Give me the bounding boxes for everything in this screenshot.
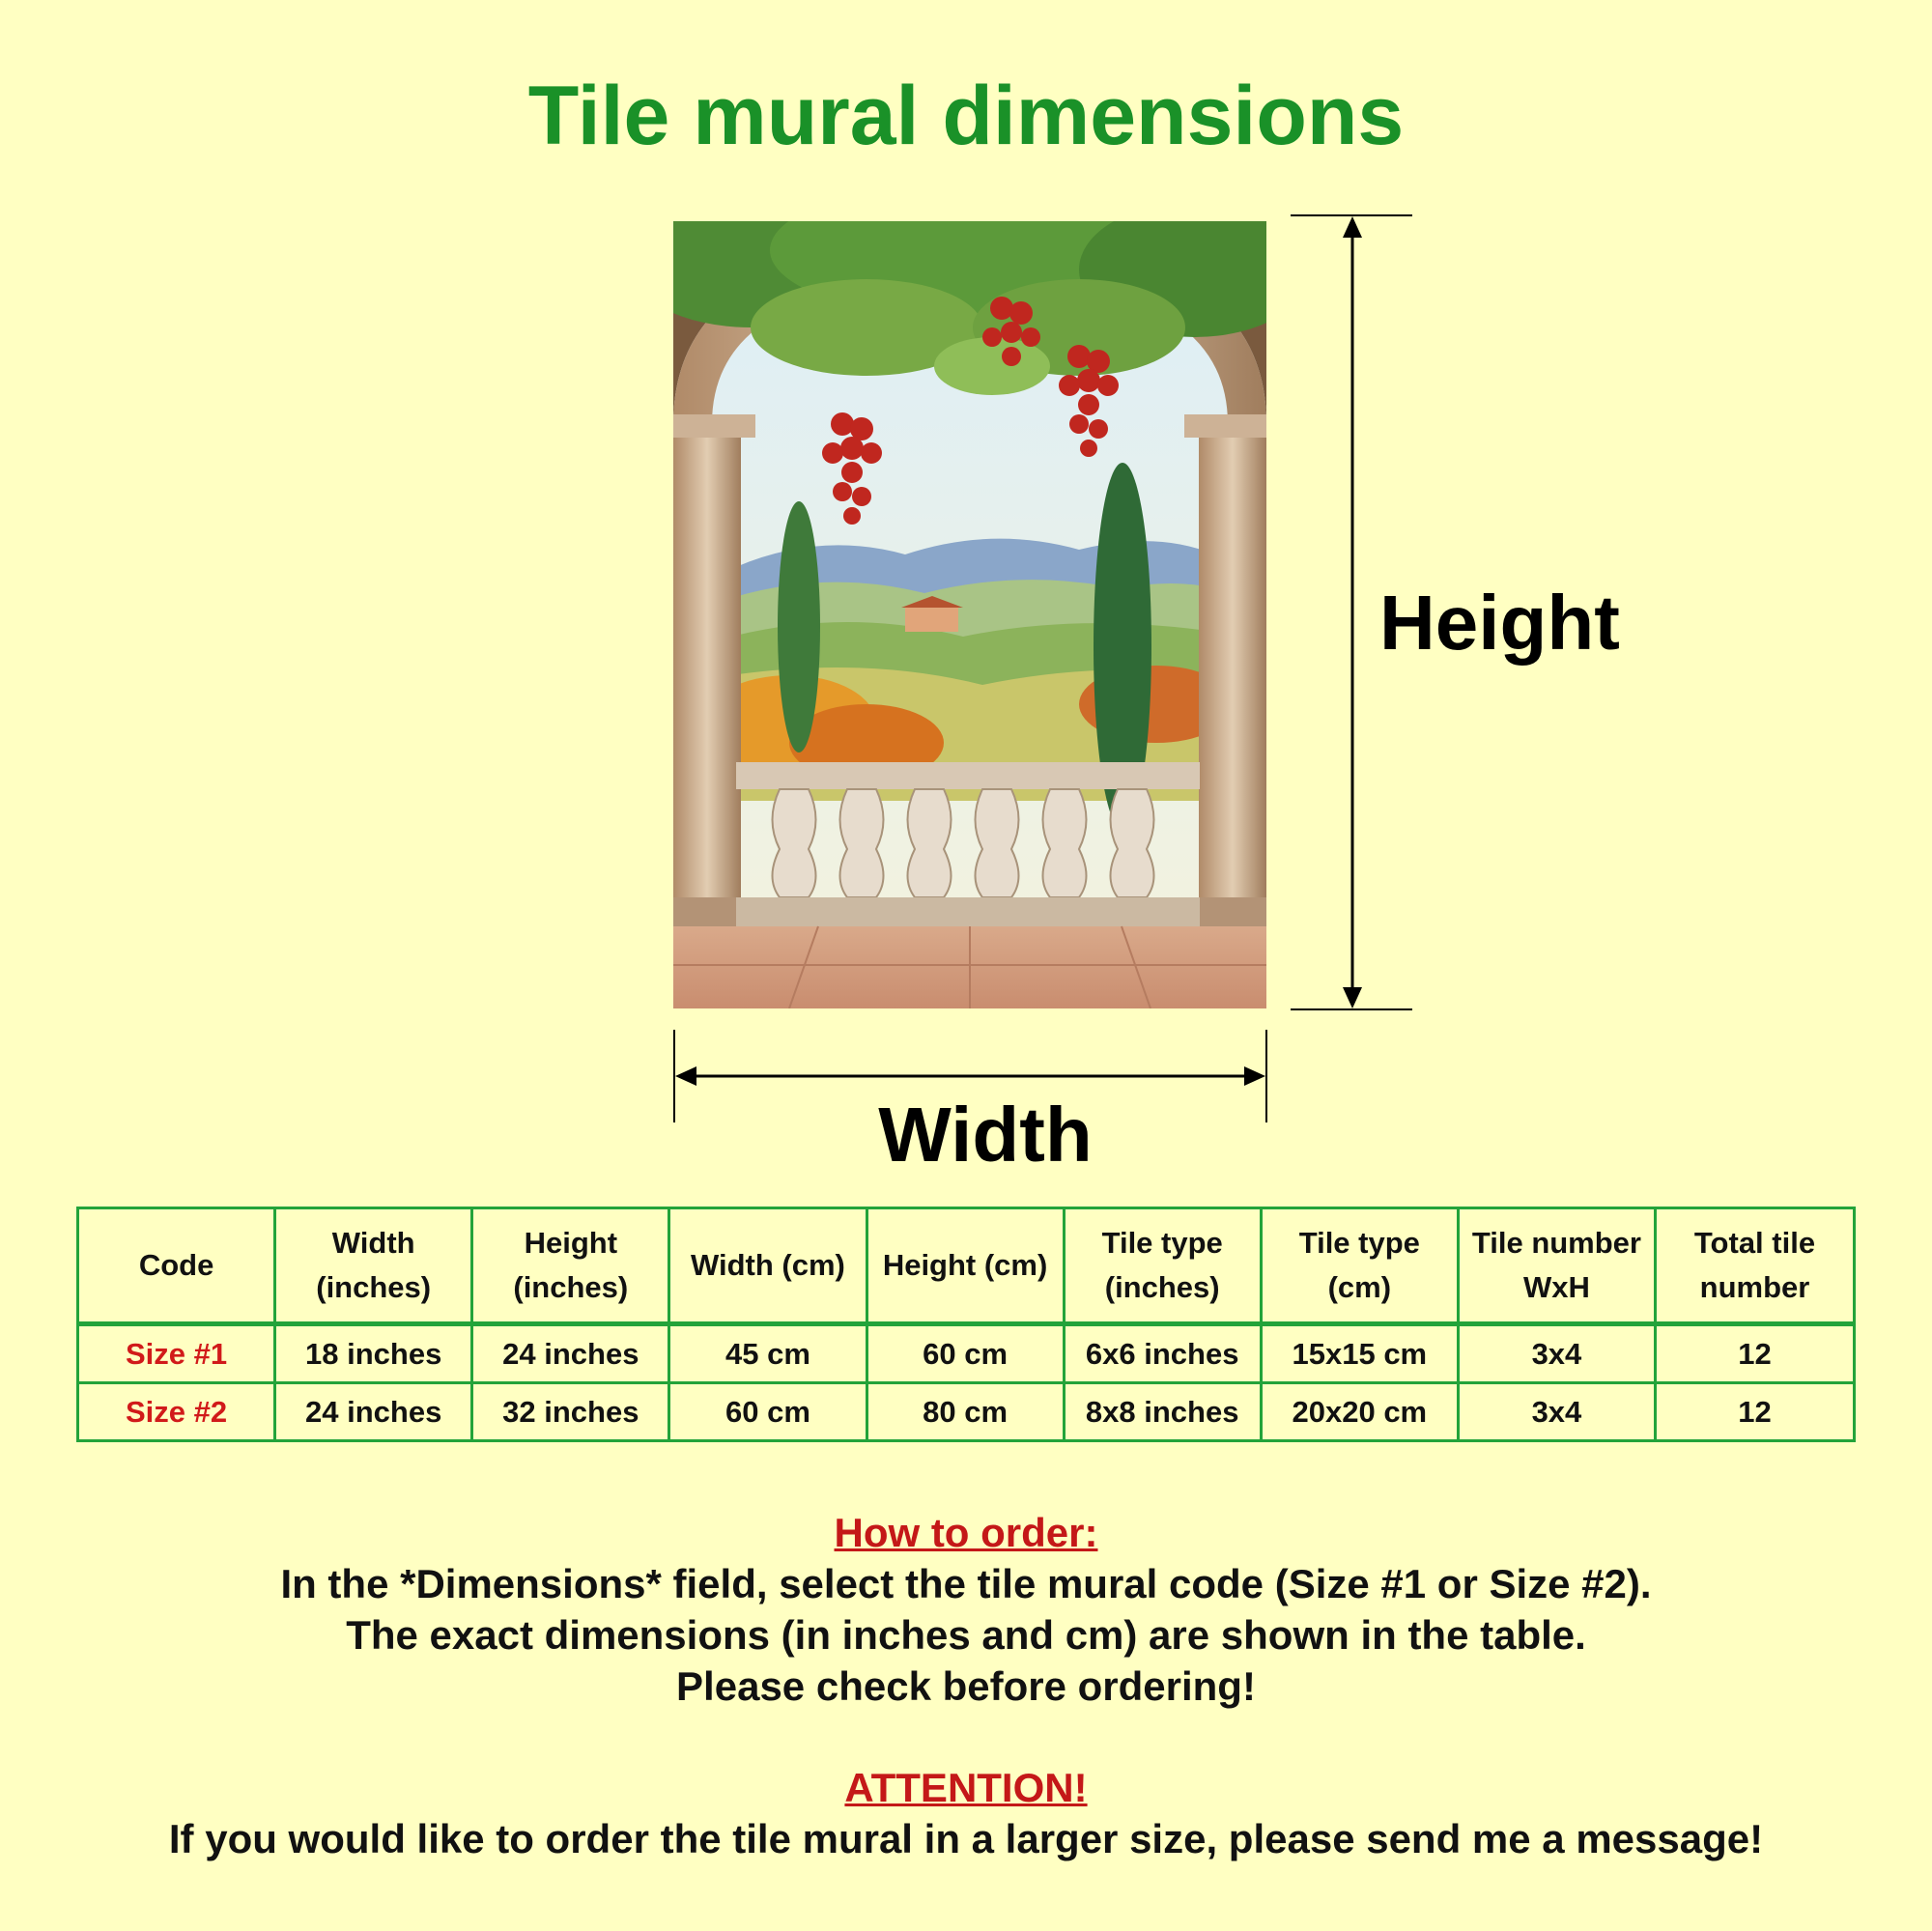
row-width-cm: 45 cm [669, 1324, 867, 1383]
row-height-cm: 80 cm [867, 1383, 1064, 1441]
row-tile-type-inches: 8x8 inches [1064, 1383, 1261, 1441]
dimensions-table [76, 1207, 1856, 1442]
table-row [78, 1383, 1855, 1441]
how-to-order-heading: How to order: [834, 1510, 1098, 1555]
row-code: Size #2 [78, 1383, 275, 1441]
row-code: Size #1 [78, 1324, 275, 1383]
row-tile-number: 3x4 [1458, 1383, 1655, 1441]
header-tile-type-cm: Tile type (cm) [1261, 1208, 1458, 1324]
row-height-inches: 24 inches [472, 1324, 669, 1383]
table-row [78, 1324, 1855, 1383]
height-label: Height [1379, 580, 1620, 666]
row-total-tiles: 12 [1656, 1324, 1855, 1383]
header-tile-type-inches: Tile type (inches) [1064, 1208, 1261, 1324]
page-title: Tile mural dimensions [527, 70, 1405, 162]
header-width-inches: Width (inches) [275, 1208, 472, 1324]
how-to-order-section [0, 1507, 1932, 1712]
row-total-tiles: 12 [1656, 1383, 1855, 1441]
row-width-inches: 18 inches [275, 1324, 472, 1383]
row-width-cm: 60 cm [669, 1383, 867, 1441]
row-width-inches: 24 inches [275, 1383, 472, 1441]
row-tile-type-cm: 15x15 cm [1261, 1324, 1458, 1383]
how-to-order-line: In the *Dimensions* field, select the tile mural code (Size #1 or Size #2). [280, 1561, 1652, 1606]
header-code: Code [78, 1208, 275, 1324]
attention-line: If you would like to order the tile mural in a larger size, please send me a message! [168, 1816, 1764, 1861]
attention-heading: ATTENTION! [844, 1765, 1088, 1810]
header-height-cm: Height (cm) [867, 1208, 1064, 1324]
row-tile-number: 3x4 [1458, 1324, 1655, 1383]
row-height-cm: 60 cm [867, 1324, 1064, 1383]
width-label: Width [878, 1092, 1093, 1178]
header-total-tiles: Total tile number [1656, 1208, 1855, 1324]
attention-section [0, 1762, 1932, 1864]
row-tile-type-inches: 6x6 inches [1064, 1324, 1261, 1383]
table-header-row [78, 1208, 1855, 1324]
how-to-order-line: Please check before ordering! [676, 1663, 1256, 1709]
row-height-inches: 32 inches [472, 1383, 669, 1441]
header-width-cm: Width (cm) [669, 1208, 867, 1324]
row-tile-type-cm: 20x20 cm [1261, 1383, 1458, 1441]
header-tile-number: Tile number WxH [1458, 1208, 1655, 1324]
header-height-inches: Height (inches) [472, 1208, 669, 1324]
how-to-order-line: The exact dimensions (in inches and cm) are shown in the table. [346, 1612, 1586, 1658]
